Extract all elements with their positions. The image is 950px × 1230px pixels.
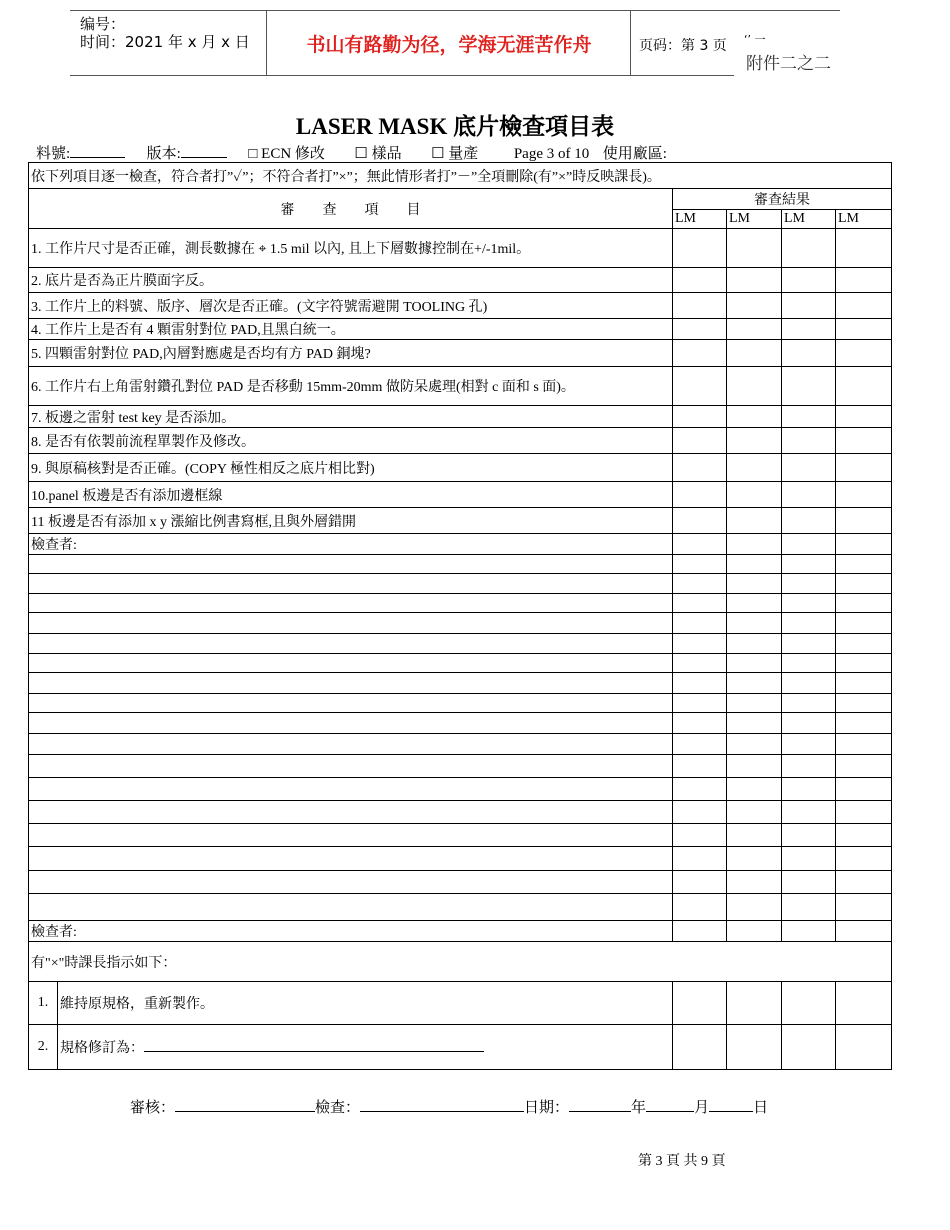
result-cell[interactable] (727, 894, 782, 921)
checklist-row (29, 293, 892, 319)
result-cell[interactable] (727, 555, 782, 574)
header-divider-2 (630, 10, 631, 76)
check-label: 檢查： (315, 1100, 361, 1116)
result-cell[interactable] (782, 894, 836, 921)
empty-row (29, 574, 892, 594)
result-cell[interactable] (727, 755, 782, 778)
result-cell[interactable] (727, 367, 782, 406)
result-cell[interactable] (836, 654, 892, 673)
result-cell[interactable] (782, 801, 836, 824)
instruction-row (29, 1025, 892, 1070)
lm-column-header: LM (673, 210, 727, 229)
result-cell[interactable] (836, 921, 892, 942)
result-cell[interactable] (782, 654, 836, 673)
result-cell[interactable] (836, 1025, 892, 1070)
review-label: 審核： (130, 1100, 176, 1116)
empty-row (29, 894, 892, 921)
result-cell[interactable] (836, 734, 892, 755)
result-cell[interactable] (673, 847, 727, 871)
page-footer: 第 3 頁 共 9 頁 (638, 1154, 726, 1169)
item-text: 2. 底片是否為正片膜面字反。 (29, 268, 673, 293)
instruction-label: 維持原規格，重新製作。 (60, 997, 214, 1012)
result-cell[interactable] (782, 428, 836, 454)
result-cell[interactable] (673, 1025, 727, 1070)
result-cell[interactable] (782, 555, 836, 574)
month-label: 月 (694, 1100, 710, 1116)
result-cell[interactable] (836, 713, 892, 734)
result-cell[interactable] (727, 594, 782, 613)
result-cell[interactable] (727, 734, 782, 755)
result-cell[interactable] (782, 921, 836, 942)
result-cell[interactable] (782, 847, 836, 871)
header-bottom-rule (70, 75, 734, 76)
result-cell[interactable] (673, 634, 727, 654)
instruction-text: 依下列項目逐一檢查，符合者打”✓”；不符合者打”×”；無此情形者打”－”全項刪除(有”×”時反映課長)。 (29, 163, 892, 189)
result-cell[interactable] (782, 694, 836, 713)
result-cell[interactable] (836, 229, 892, 268)
empty-row (29, 713, 892, 734)
empty-row (29, 613, 892, 634)
result-cell[interactable] (782, 482, 836, 508)
item-text: 6. 工作片右上角雷射鑽孔對位 PAD 是否移動 15mm-20mm 做防呆處理(相對 c 面和 s 面)。 (29, 367, 673, 406)
result-cell[interactable] (673, 894, 727, 921)
checklist-row (29, 406, 892, 428)
result-cell[interactable] (673, 713, 727, 734)
instruction-label: 規格修訂為： (60, 1041, 144, 1056)
inspection-table (28, 162, 892, 1070)
lm-column-header: LM (782, 210, 836, 229)
attachment-label: 附件二之二 (746, 54, 831, 74)
result-cell[interactable] (673, 734, 727, 755)
checklist-row (29, 268, 892, 293)
item-text (29, 694, 673, 713)
version-field[interactable] (181, 143, 227, 158)
item-text: 11 板邊是否有添加 x y 漲縮比例書寫框,且與外層錯開 (29, 508, 673, 534)
item-text: 4. 工作片上是否有 4 顆雷射對位 PAD,且黑白統一。 (29, 319, 673, 340)
empty-row (29, 673, 892, 694)
instruction-text (58, 982, 673, 1025)
result-cell[interactable] (727, 982, 782, 1025)
result-cell[interactable] (782, 406, 836, 428)
checklist-row (29, 428, 892, 454)
item-text (29, 613, 673, 634)
ecn-checkbox[interactable]: □ ECN 修改 (248, 146, 325, 162)
part-no-field[interactable] (70, 143, 125, 158)
factory-label: 使用廠區: (602, 146, 667, 162)
inspector-row (29, 921, 892, 942)
result-cell[interactable] (673, 694, 727, 713)
version-label: 版本: (146, 146, 181, 162)
review-result-header: 審查結果 (673, 189, 892, 210)
checklist-row (29, 482, 892, 508)
result-cell[interactable] (782, 824, 836, 847)
item-text: 檢查者: (29, 921, 673, 942)
item-text (29, 673, 673, 694)
result-cell[interactable] (673, 824, 727, 847)
review-items-header: 審 查 項 目 (29, 189, 673, 229)
result-cell[interactable] (836, 755, 892, 778)
result-cell[interactable] (782, 778, 836, 801)
item-text (29, 574, 673, 594)
result-cell[interactable] (727, 921, 782, 942)
header-top-rule (70, 10, 840, 11)
result-cell[interactable] (836, 894, 892, 921)
result-cell[interactable] (727, 778, 782, 801)
item-text (29, 871, 673, 894)
page-code: 页码：第 3 页 (639, 38, 727, 54)
result-cell[interactable] (782, 613, 836, 634)
document-time: 时间：2021 年 x 月 x 日 (80, 33, 250, 51)
result-cell[interactable] (673, 340, 727, 367)
result-cell[interactable] (782, 755, 836, 778)
spec-revision-field[interactable] (144, 1037, 484, 1052)
empty-row (29, 778, 892, 801)
result-cell[interactable] (727, 847, 782, 871)
item-text (29, 555, 673, 574)
date-label: 日期： (524, 1100, 570, 1116)
day-field[interactable] (709, 1097, 753, 1112)
result-cell[interactable] (673, 982, 727, 1025)
year-label: 年 (631, 1100, 647, 1116)
item-text (29, 801, 673, 824)
result-cell[interactable] (673, 268, 727, 293)
item-text: 1. 工作片尺寸是否正確，測長數據在 ⌖ 1.5 mil 以內, 且上下層數據控制在+/-1mil。 (29, 229, 673, 268)
supervisor-note: 有"×"時課長指示如下： (29, 942, 892, 982)
empty-row (29, 555, 892, 574)
result-cell[interactable] (836, 613, 892, 634)
result-cell[interactable] (836, 454, 892, 482)
check-signature-field[interactable] (360, 1097, 524, 1112)
result-cell[interactable] (836, 340, 892, 367)
result-cell[interactable] (673, 406, 727, 428)
instruction-row (29, 982, 892, 1025)
item-text (29, 824, 673, 847)
result-cell[interactable] (836, 871, 892, 894)
month-field[interactable] (646, 1097, 694, 1112)
result-cell[interactable] (727, 340, 782, 367)
item-text (29, 847, 673, 871)
result-cell[interactable] (673, 594, 727, 613)
result-cell[interactable] (836, 801, 892, 824)
result-cell[interactable] (836, 367, 892, 406)
result-cell[interactable] (673, 454, 727, 482)
result-cell[interactable] (673, 778, 727, 801)
item-text (29, 894, 673, 921)
empty-row (29, 654, 892, 673)
result-cell[interactable] (782, 1025, 836, 1070)
result-cell[interactable] (673, 613, 727, 634)
result-cell[interactable] (673, 555, 727, 574)
result-cell[interactable] (782, 508, 836, 534)
result-cell[interactable] (836, 847, 892, 871)
result-cell[interactable] (836, 694, 892, 713)
result-cell[interactable] (782, 340, 836, 367)
signature-footer (130, 1096, 768, 1117)
result-cell[interactable] (727, 871, 782, 894)
result-cell[interactable] (727, 694, 782, 713)
day-label: 日 (753, 1100, 769, 1116)
result-cell[interactable] (727, 713, 782, 734)
form-meta (36, 142, 667, 163)
result-cell[interactable] (836, 778, 892, 801)
page-code-suffix: ‘’ 一 (744, 33, 766, 46)
result-cell[interactable] (782, 268, 836, 293)
result-cell[interactable] (727, 508, 782, 534)
checklist-row (29, 508, 892, 534)
header-divider-1 (266, 10, 267, 76)
result-cell[interactable] (836, 574, 892, 594)
item-text: 7. 板邊之雷射 test key 是否添加。 (29, 406, 673, 428)
result-cell[interactable] (836, 982, 892, 1025)
empty-row (29, 634, 892, 654)
result-cell[interactable] (836, 594, 892, 613)
result-cell[interactable] (673, 801, 727, 824)
result-cell[interactable] (836, 508, 892, 534)
result-cell[interactable] (673, 482, 727, 508)
result-cell[interactable] (782, 229, 836, 268)
result-cell[interactable] (673, 574, 727, 594)
result-cell[interactable] (727, 654, 782, 673)
year-field[interactable] (569, 1097, 631, 1112)
result-cell[interactable] (673, 508, 727, 534)
result-cell[interactable] (836, 268, 892, 293)
empty-row (29, 594, 892, 613)
inspector-row (29, 534, 892, 555)
lm-column-header: LM (727, 210, 782, 229)
result-cell[interactable] (836, 319, 892, 340)
result-cell[interactable] (782, 713, 836, 734)
result-cell[interactable] (673, 428, 727, 454)
result-cell[interactable] (836, 482, 892, 508)
result-cell[interactable] (727, 534, 782, 555)
lm-column-header: LM (836, 210, 892, 229)
result-cell[interactable] (727, 454, 782, 482)
item-text: 檢查者: (29, 534, 673, 555)
document-number-label: 编号： (80, 15, 126, 33)
item-text (29, 778, 673, 801)
result-cell[interactable] (836, 673, 892, 694)
result-cell[interactable] (727, 673, 782, 694)
result-cell[interactable] (727, 293, 782, 319)
empty-row (29, 847, 892, 871)
instruction-number: 1. (29, 982, 58, 1025)
result-cell[interactable] (782, 982, 836, 1025)
result-cell[interactable] (782, 673, 836, 694)
item-text (29, 713, 673, 734)
result-cell[interactable] (727, 319, 782, 340)
result-cell[interactable] (727, 801, 782, 824)
result-cell[interactable] (782, 293, 836, 319)
form-title: LASER MASK 底片檢查項目表 (295, 114, 615, 139)
result-cell[interactable] (673, 921, 727, 942)
item-text (29, 634, 673, 654)
empty-row (29, 734, 892, 755)
result-cell[interactable] (836, 824, 892, 847)
result-cell[interactable] (782, 534, 836, 555)
empty-row (29, 871, 892, 894)
result-cell[interactable] (673, 673, 727, 694)
sample-checkbox[interactable]: ☐ 樣品 (354, 146, 402, 162)
page-indicator: Page 3 of 10 (513, 146, 590, 162)
instruction-number: 2. (29, 1025, 58, 1070)
empty-row (29, 824, 892, 847)
result-cell[interactable] (727, 824, 782, 847)
result-cell[interactable] (782, 454, 836, 482)
motto: 书山有路勤为径，学海无涯苦作舟 (306, 34, 592, 56)
result-cell[interactable] (673, 293, 727, 319)
result-cell[interactable] (673, 654, 727, 673)
result-cell[interactable] (727, 1025, 782, 1070)
item-text (29, 594, 673, 613)
item-text: 9. 與原稿核對是否正確。(COPY 極性相反之底片相比對) (29, 454, 673, 482)
checklist-row (29, 367, 892, 406)
result-cell[interactable] (727, 482, 782, 508)
result-cell[interactable] (727, 613, 782, 634)
instruction-text (58, 1025, 673, 1070)
result-cell[interactable] (782, 574, 836, 594)
empty-row (29, 694, 892, 713)
result-cell[interactable] (782, 871, 836, 894)
result-cell[interactable] (782, 367, 836, 406)
result-cell[interactable] (673, 755, 727, 778)
result-cell[interactable] (727, 406, 782, 428)
checklist-row (29, 340, 892, 367)
checklist-row (29, 319, 892, 340)
result-cell[interactable] (836, 428, 892, 454)
supervisor-note-row (29, 942, 892, 982)
result-cell[interactable] (836, 555, 892, 574)
item-text: 5. 四顆雷射對位 PAD,內層對應處是否均有方 PAD 銅塊? (29, 340, 673, 367)
empty-row (29, 801, 892, 824)
result-cell[interactable] (727, 634, 782, 654)
result-cell[interactable] (836, 293, 892, 319)
result-cell[interactable] (727, 574, 782, 594)
result-cell[interactable] (727, 428, 782, 454)
review-signature-field[interactable] (175, 1097, 315, 1112)
checklist-row (29, 454, 892, 482)
item-text (29, 755, 673, 778)
result-cell[interactable] (727, 268, 782, 293)
part-no-label: 料號: (36, 146, 71, 162)
result-cell[interactable] (673, 319, 727, 340)
checklist-row (29, 229, 892, 268)
item-text: 8. 是否有依製前流程單製作及修改。 (29, 428, 673, 454)
item-text: 10.panel 板邊是否有添加邊框線 (29, 482, 673, 508)
result-cell[interactable] (782, 734, 836, 755)
result-cell[interactable] (836, 406, 892, 428)
result-cell[interactable] (836, 634, 892, 654)
result-cell[interactable] (782, 319, 836, 340)
item-text (29, 734, 673, 755)
result-cell[interactable] (782, 594, 836, 613)
mass-production-checkbox[interactable]: ☐ 量產 (431, 146, 479, 162)
result-cell[interactable] (673, 367, 727, 406)
result-cell[interactable] (673, 229, 727, 268)
item-text (29, 654, 673, 673)
result-cell[interactable] (673, 871, 727, 894)
result-cell[interactable] (673, 534, 727, 555)
result-cell[interactable] (836, 534, 892, 555)
result-cell[interactable] (782, 634, 836, 654)
empty-row (29, 755, 892, 778)
item-text: 3. 工作片上的料號、版序、層次是否正確。(文字符號需避開 TOOLING 孔) (29, 293, 673, 319)
result-cell[interactable] (727, 229, 782, 268)
